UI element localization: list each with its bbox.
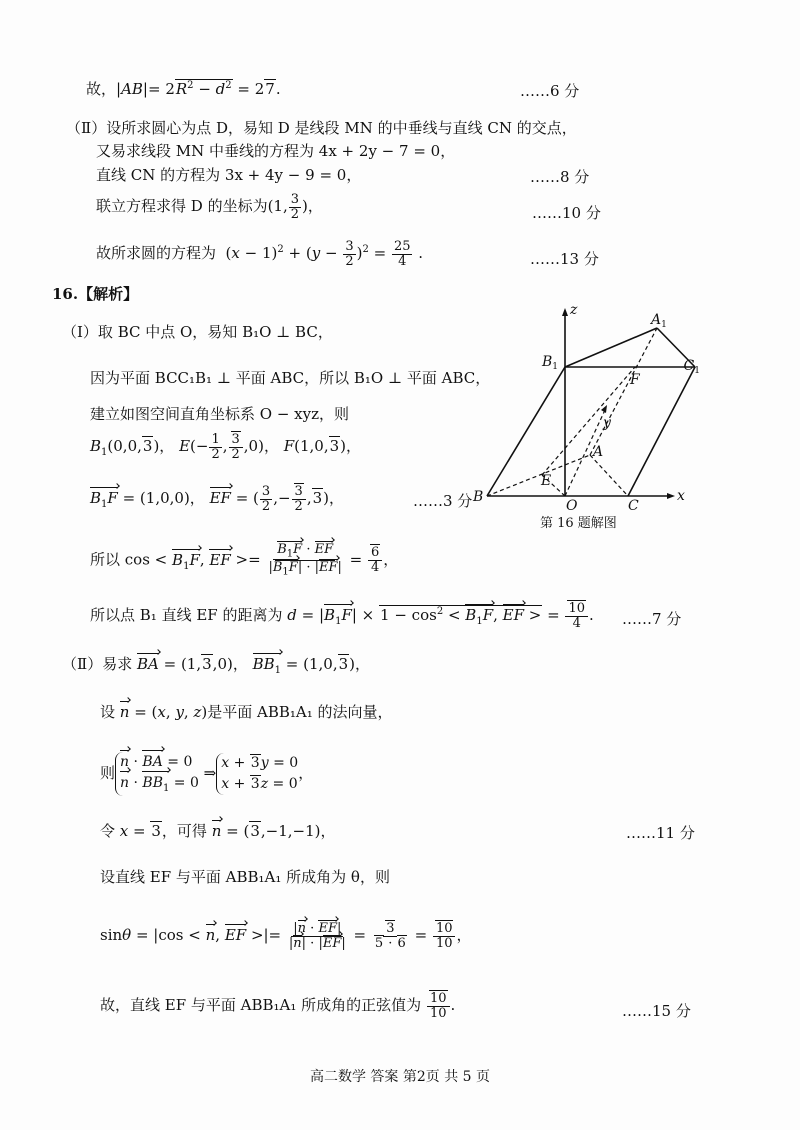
q16-p2-line2: 设 n = (x, y, z)是平面 ABB₁A₁ 的法向量， bbox=[100, 703, 393, 721]
page-footer: 高二数学 答案 第2页 共 5 页 bbox=[309, 1069, 491, 1085]
system-line: 则 n · BA = 0 $n \cdot BB_1 = 0$ ⇒ x + 3y = 0 x + 3z = 0 ， bbox=[100, 754, 314, 794]
score-7: ……7 分 bbox=[622, 610, 682, 628]
label-c1: $C_1$ bbox=[683, 358, 700, 376]
label-o: O bbox=[566, 498, 578, 514]
label-a: A bbox=[593, 444, 604, 460]
sin-line: sinθ = |cos < n, EF >|= $\frac{|n \cdot EF|}{|n| \cdot |EF|}$ = $\frac{3}{5 \cdot 6}$ = $\frac{10}{10}$ ， bbox=[100, 921, 472, 951]
text-circle-eq: 故所求圆的方程为 bbox=[96, 244, 217, 263]
q16-p1-line2: 因为平面 BCC₁B₁ ⊥ 平面 ABC，所以 B₁O ⊥ 平面 ABC， bbox=[90, 369, 491, 387]
part2-line1: （Ⅱ）设所求圆心为点 D，易知 D 是线段 MN 的中垂线与直线 CN 的交点， bbox=[66, 119, 577, 137]
figure-caption: 第 16 题解图 bbox=[540, 516, 617, 531]
edge-a-c bbox=[590, 455, 628, 496]
text-gu: 故， bbox=[86, 80, 117, 98]
q16-p2-line5: 设直线 EF 与平面 ABB₁A₁ 所成角为 θ，则 bbox=[100, 868, 390, 886]
q16-p2-line7: 故，直线 EF 与平面 ABB₁A₁ 所成角的正弦值为 $\frac{10}{10}$ . bbox=[100, 991, 456, 1021]
part2-line3: 直线 CN 的方程为 3x + 4y − 9 = 0， bbox=[96, 166, 362, 184]
text-conclusion: 故，直线 EF 与平面 ABB₁A₁ 所成角的正弦值为 bbox=[100, 996, 422, 1015]
score-11: ……11 分 bbox=[626, 824, 695, 842]
label-y: y bbox=[603, 415, 611, 431]
axis-z-arrow bbox=[562, 308, 568, 316]
label-b1: $B_1$ bbox=[542, 354, 559, 372]
q16-p1-line1: （Ⅰ）取 BC 中点 O，易知 B₁O ⊥ BC， bbox=[62, 323, 333, 341]
label-b: B bbox=[473, 489, 484, 505]
score-10: ……10 分 bbox=[532, 204, 601, 222]
q16-title: 16.【解析】 bbox=[52, 285, 139, 303]
figure-16 bbox=[470, 300, 700, 515]
text-distance: 所以点 B₁ 直线 EF 的距离为 bbox=[90, 606, 283, 625]
ab-length-line: 故，$|AB|= 2R^2 - d^2 = 27$. bbox=[86, 80, 281, 98]
label-c: C bbox=[628, 498, 639, 514]
part2-line5: 故所求圆的方程为 $(x - 1)^2 + (y$ − $\frac{3}{2}$ )$^2$ = $\frac{25}{4}$ . bbox=[96, 239, 424, 269]
vectors-line: $B_1F = (1,0,0)$， EF = ( $\frac{3}{2}$ ,− $\frac{3}{2}$ ,3)， bbox=[90, 484, 344, 514]
q16-p2-line1: （Ⅱ）易求 BA = (1,3,0)， $BB_1 = (1,0,3)$， bbox=[62, 655, 371, 676]
edge-a-a1 bbox=[590, 328, 657, 455]
text-normal: 是平面 ABB₁A₁ 的法向量， bbox=[207, 703, 393, 721]
q16-p2-line4: 令 x = 3，可得 n = (3,−1,−1)， bbox=[100, 822, 336, 840]
distance-line: 所以点 B₁ 直线 EF 的距离为 $d = |B_1F| \times 1 - \cos^2 < B_1F$, EF > = $\frac{10}{4}$ . bbox=[90, 601, 594, 631]
label-x: x bbox=[677, 488, 685, 504]
score-13: ……13 分 bbox=[530, 250, 599, 268]
label-f: F bbox=[630, 372, 640, 388]
score-6: ……6 分 bbox=[520, 82, 580, 100]
part2-line2: 又易求线段 MN 中垂线的方程为 4x + 2y − 7 = 0， bbox=[96, 142, 456, 160]
q16-p1-line3: 建立如图空间直角坐标系 O − xyz，则 bbox=[90, 405, 350, 423]
edge-b-b1 bbox=[487, 367, 565, 496]
part2-line4: 联立方程求得 D 的坐标为(1, $\frac{3}{2}$ )， bbox=[96, 192, 323, 222]
text-suoyi: 所以 bbox=[90, 550, 121, 569]
edge-b1-a1 bbox=[565, 328, 657, 367]
label-z: z bbox=[570, 302, 578, 318]
label-a1: $A_1$ bbox=[651, 312, 667, 330]
text-kede: 可得 bbox=[176, 822, 207, 840]
score-15: ……15 分 bbox=[622, 1002, 691, 1020]
label-e: E bbox=[541, 473, 552, 489]
coords-line: $B_1(0,0,3)$， E(− $\frac{1}{2}$ , $\frac{3}{2}$ ,0)， F(1,0,3)， bbox=[90, 432, 362, 462]
cos-line: 所以 $\cos < B_1F$, EF >= $\frac{B_1F \cdot EF}{|B_1F| \cdot |EF|}$ = $\frac{6}{4}$ ， bbox=[90, 542, 399, 578]
score-3: ……3 分 bbox=[413, 492, 473, 510]
score-8: ……8 分 bbox=[530, 168, 590, 186]
axis-x-arrow bbox=[667, 493, 675, 499]
text-yiqiu: （Ⅱ）易求 bbox=[62, 655, 133, 673]
text-d-coord: 联立方程求得 D 的坐标为 bbox=[96, 197, 268, 216]
